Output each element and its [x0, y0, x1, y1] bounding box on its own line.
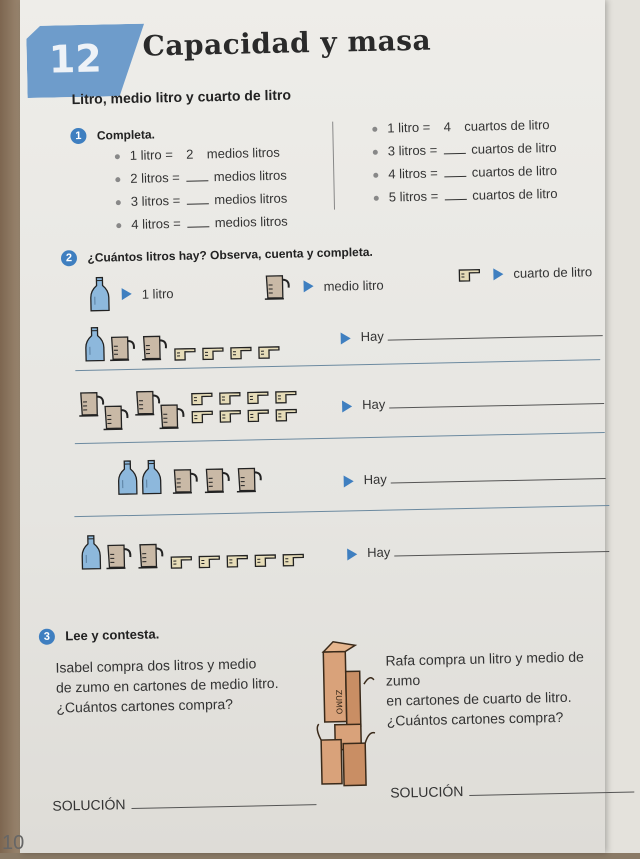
cup-icon	[246, 408, 270, 422]
jug-icon	[263, 273, 292, 302]
cup-icon	[457, 267, 481, 281]
exercise-1-header	[70, 125, 155, 145]
equation-unit: cuartos de litro	[471, 139, 557, 157]
hay-label: Hay	[363, 471, 387, 488]
solution-label: SOLUCIÓN	[52, 796, 126, 814]
solution-isabel	[52, 792, 316, 814]
row-divider	[74, 505, 609, 517]
bottle-icon	[84, 326, 105, 362]
exercise-2-instruction: ¿Cuántos litros hay? Observa, cuenta y completa.	[87, 244, 373, 265]
page-number: 10	[2, 832, 25, 854]
container-row-4	[81, 530, 310, 571]
answer-line[interactable]	[391, 478, 606, 484]
equation-unit: cuartos de litro	[471, 162, 558, 180]
cup-icon	[197, 554, 221, 568]
hay-label: Hay	[367, 544, 391, 561]
legend-label: cuarto de litro	[513, 264, 593, 281]
bullet-icon	[374, 196, 379, 201]
exercise-number-badge: 2	[61, 250, 77, 266]
jug-icon	[203, 466, 232, 495]
answer-blank[interactable]	[444, 176, 466, 177]
equation-lhs: 4 litros =	[388, 165, 438, 182]
jug-icon	[109, 334, 138, 363]
problem-line: ¿Cuántos cartones compra?	[386, 708, 564, 729]
arrow-icon	[493, 268, 503, 280]
answer-blank[interactable]	[443, 153, 465, 154]
equation-right-1	[372, 117, 550, 136]
solution-rafa	[390, 780, 634, 801]
cup-icon	[190, 409, 214, 423]
answer-row-3	[344, 467, 606, 487]
bullet-icon	[116, 223, 121, 228]
answer-line[interactable]	[388, 335, 603, 341]
legend-quarter-liter	[457, 264, 592, 282]
equation-left-1	[115, 145, 280, 163]
cup-icon	[225, 554, 249, 568]
solution-label: SOLUCIÓN	[390, 783, 464, 801]
equation-unit: medios litros	[206, 144, 280, 162]
cup-icon	[257, 345, 281, 359]
jug-icon	[102, 403, 131, 432]
arrow-icon	[347, 548, 357, 560]
legend-label: 1 litro	[141, 285, 174, 302]
solution-line[interactable]	[132, 804, 317, 809]
cup-icon	[229, 345, 253, 359]
hay-label: Hay	[361, 396, 386, 413]
equation-lhs: 3 litros =	[130, 192, 181, 209]
equation-lhs: 1 litro =	[129, 147, 173, 163]
cup-icon	[281, 552, 305, 566]
container-row-3	[117, 457, 268, 496]
bullet-icon	[116, 200, 121, 205]
legend-label: medio litro	[323, 277, 384, 294]
answer-value: 4	[443, 119, 452, 135]
answer-blank[interactable]	[444, 199, 466, 200]
hay-label: Hay	[360, 328, 384, 345]
equation-lhs: 3 litros =	[387, 142, 438, 159]
exercise-number-badge: 3	[39, 628, 55, 644]
arrow-icon	[341, 332, 351, 344]
jug-icon	[235, 465, 264, 494]
bottle-icon	[141, 459, 162, 495]
exercise-3-instruction: Lee y contesta.	[65, 626, 160, 644]
jug-icon	[158, 402, 187, 431]
equation-lhs: 4 litros =	[131, 215, 181, 232]
jug-icon	[141, 333, 170, 362]
equation-right-2	[373, 140, 557, 159]
equation-unit: medios litros	[214, 190, 288, 208]
jug-icon	[137, 541, 166, 570]
answer-blank[interactable]	[186, 203, 208, 204]
column-divider	[332, 122, 335, 210]
bullet-icon	[372, 127, 377, 132]
equation-lhs: 5 litros =	[388, 188, 439, 205]
cup-icon	[218, 391, 242, 405]
cup-icon	[173, 347, 197, 361]
cup-icon	[218, 409, 242, 423]
juice-cartons-illustration	[313, 639, 386, 790]
section-subtitle: Litro, medio litro y cuarto de litro	[71, 86, 292, 108]
answer-row-1	[341, 324, 603, 344]
chapter-number: 12	[48, 36, 103, 82]
cup-icon	[190, 391, 214, 405]
arrow-icon	[122, 288, 132, 300]
answer-row-2	[342, 392, 604, 412]
equation-right-4	[374, 186, 558, 205]
equation-lhs: 2 litros =	[130, 169, 180, 186]
answer-line[interactable]	[394, 551, 609, 557]
jug-icon	[171, 467, 200, 496]
bullet-icon	[115, 154, 120, 159]
problem-line: Isabel compra dos litros y medio	[55, 655, 257, 676]
cup-icon	[274, 407, 298, 421]
cup-icon	[253, 553, 277, 567]
equation-left-3	[116, 191, 288, 210]
bottle-icon	[89, 276, 110, 312]
bottle-icon	[117, 460, 138, 496]
exercise-1-instruction: Completa.	[96, 127, 156, 143]
answer-row-4	[347, 540, 609, 560]
svg-text:ZUMO: ZUMO	[334, 689, 344, 715]
problem-line: de zumo en cartones de medio litro.	[55, 674, 279, 696]
bullet-icon	[373, 173, 378, 178]
arrow-icon	[344, 475, 354, 487]
exercise-2-header	[61, 243, 373, 268]
problem-line: en cartones de cuarto de litro.	[386, 688, 572, 709]
solution-line[interactable]	[469, 792, 634, 796]
equation-lhs: 1 litro =	[387, 119, 431, 136]
answer-line[interactable]	[389, 403, 604, 409]
equation-unit: cuartos de litro	[472, 185, 558, 203]
equation-left-4	[116, 214, 288, 233]
problem-line: ¿Cuántos cartones compra?	[56, 695, 234, 716]
bullet-icon	[373, 150, 378, 155]
equation-left-2	[115, 168, 287, 187]
equation-right-3	[373, 163, 557, 182]
legend-liter	[89, 275, 174, 313]
container-row-2	[78, 385, 319, 436]
arrow-icon	[303, 280, 313, 292]
exercise-number-badge: 1	[70, 128, 86, 144]
cup-icon	[169, 555, 193, 569]
page-title: Capacidad y masa	[142, 23, 432, 63]
answer-blank[interactable]	[187, 226, 209, 227]
problem-isabel	[55, 653, 279, 718]
cup-icon	[246, 390, 270, 404]
equation-unit: medios litros	[213, 167, 287, 185]
bottle-icon	[81, 535, 102, 571]
arrow-icon	[342, 400, 352, 412]
problem-rafa	[385, 646, 612, 731]
bullet-icon	[115, 177, 120, 182]
equation-unit: cuartos de litro	[464, 117, 550, 134]
cup-icon	[201, 346, 225, 360]
container-row-1	[84, 323, 285, 363]
answer-blank[interactable]	[186, 180, 208, 181]
problem-line: Rafa compra un litro y medio de zumo	[385, 648, 585, 689]
jug-icon	[105, 542, 134, 571]
exercise-3-header	[39, 625, 160, 646]
legend-half-liter	[263, 271, 384, 302]
equation-unit: medios litros	[214, 213, 288, 231]
answer-value: 2	[186, 146, 194, 162]
workbook-page	[20, 0, 605, 853]
cup-icon	[274, 389, 298, 403]
